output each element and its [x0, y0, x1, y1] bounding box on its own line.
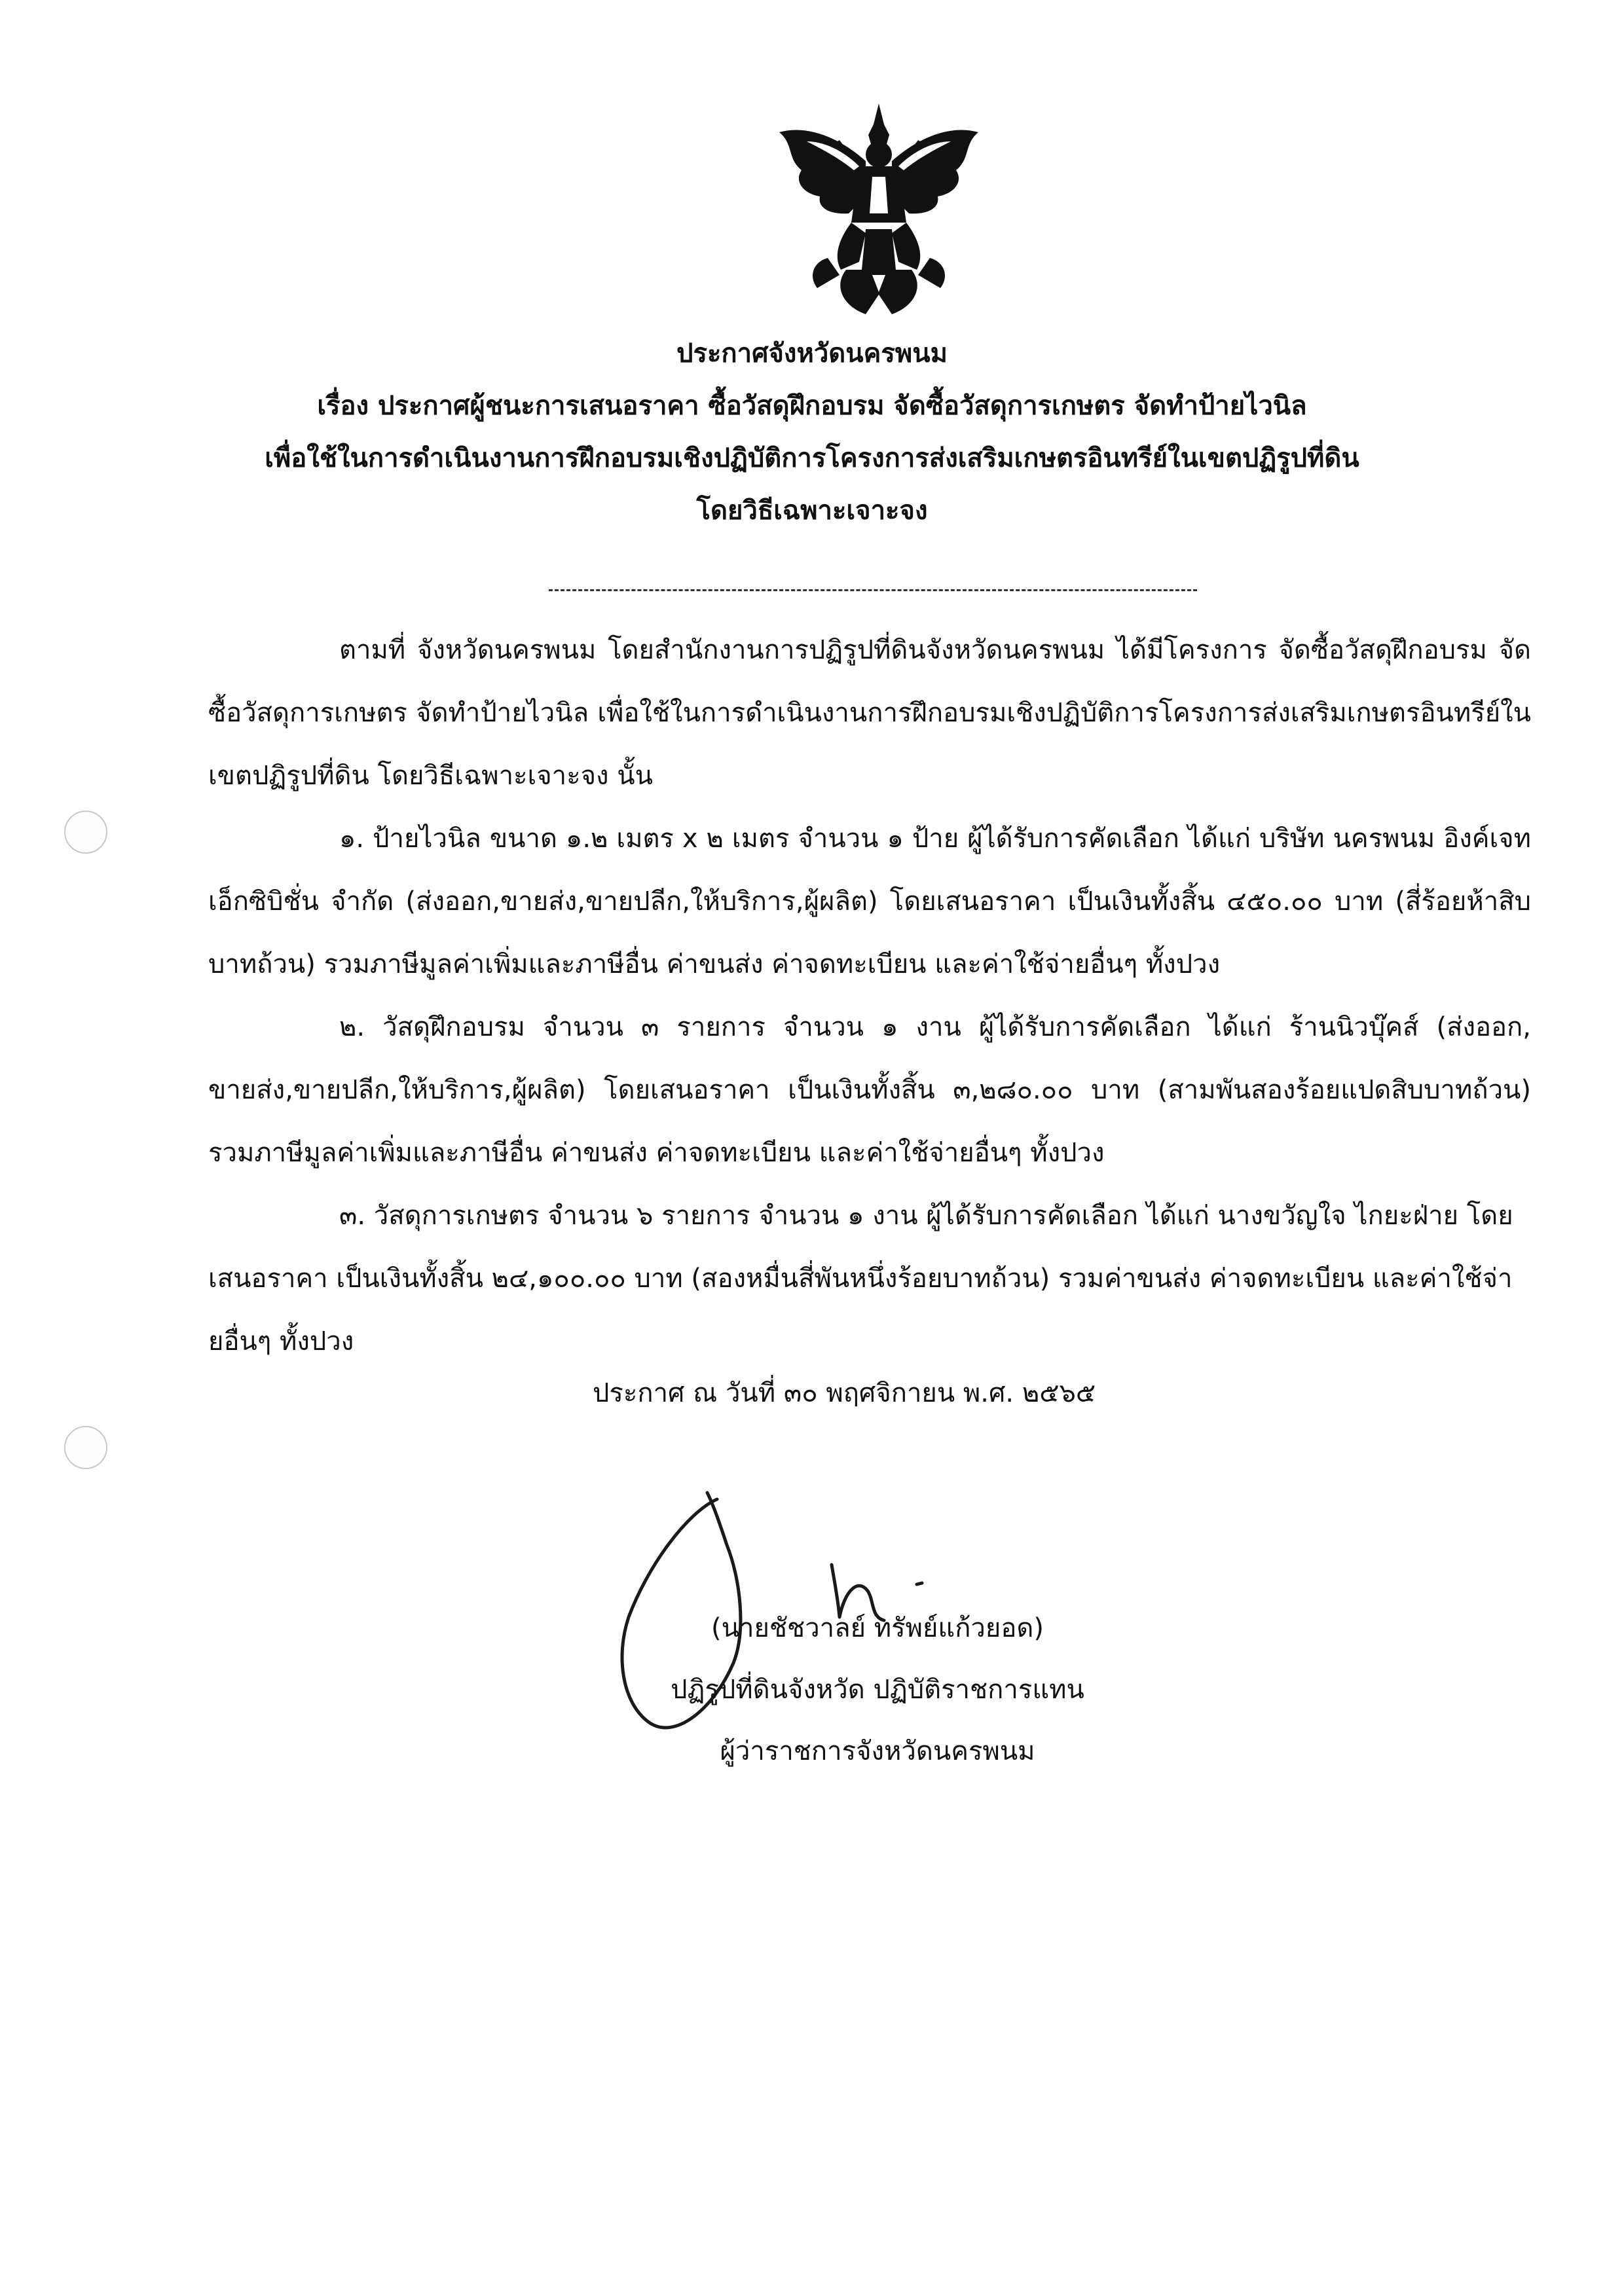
signatory-position: ปฏิรูปที่ดินจังหวัด ปฏิบัติราชการแทน	[671, 1675, 1084, 1705]
announcement-body	[208, 619, 1531, 1373]
announcement-title	[131, 327, 1493, 537]
punch-hole	[64, 1426, 107, 1469]
announcement-date: ประกาศ ณ วันที่ ๓๐ พฤศจิกายน พ.ศ. ๒๕๖๕	[593, 1378, 1096, 1408]
purpose-line: เพื่อใช้ในการดำเนินงานการฝึกอบรมเชิงปฏิบัติการโครงการส่งเสริมเกษตรอินทรีย์ในเขตปฏิรูปที่ดิน	[265, 443, 1359, 473]
method-line: โดยวิธีเฉพาะเจาะจง	[696, 496, 928, 526]
punch-hole	[64, 811, 107, 854]
signatory-name: (นายชัชวาลย์ ทรัพย์แก้วยอด)	[711, 1613, 1044, 1643]
item-paragraph: ๑. ป้ายไวนิล ขนาด ๑.๒ เมตร x ๒ เมตร จำนวน ๑ ป้าย ผู้ได้รับการคัดเลือก ได้แก่ บริษัท นครพนม อิงค์เจท เอ็กซิบิชั่น จำกัด (ส่งออก,ขายส่ง,ขายปลีก,ให้บริการ,ผู้ผลิต) โดยเสนอราคา เป็นเงินทั้งสิ้น ๔๕๐.๐๐ บาท (สี่ร้อยห้าสิบบาทถ้วน) รวมภาษีมูลค่าเพิ่มและภาษีอื่น ค่าขนส่ง ค่าจดทะเบียน และค่าใช้จ่ายอื่นๆ ทั้งปวง	[208, 824, 1531, 979]
subject-line: เรื่อง ประกาศผู้ชนะการเสนอราคา ซื้อวัสดุฝึกอบรม จัดซื้อวัสดุการเกษตร จัดทำป้ายไวนิล	[317, 391, 1307, 421]
intro-paragraph: ตามที่ จังหวัดนครพนม โดยสำนักงานการปฏิรูปที่ดินจังหวัดนครพนม ได้มีโครงการ จัดซื้อวัสดุฝึกอบรม จัดซื้อวัสดุการเกษตร จัดทำป้ายไวนิล เพื่อใช้ในการดำเนินงานการฝึกอบรมเชิงปฏิบัติการโครงการส่งเสริมเกษตรอินทรีย์ในเขตปฏิรูปที่ดิน โดยวิธีเฉพาะเจาะจง นั้น	[208, 635, 1531, 791]
garuda-emblem-icon	[767, 98, 990, 321]
signatory-on-behalf: ผู้ว่าราชการจังหวัดนครพนม	[720, 1736, 1035, 1766]
signature-block	[629, 1597, 1126, 1782]
item-paragraph: ๒. วัสดุฝึกอบรม จำนวน ๓ รายการ จำนวน ๑ งาน ผู้ได้รับการคัดเลือก ได้แก่ ร้านนิวบุ๊คส์ (ส่งออก, ขายส่ง,ขายปลีก,ให้บริการ,ผู้ผลิต) โดยเสนอราคา เป็นเงินทั้งสิ้น ๓,๒๘๐.๐๐ บาท (สามพันสองร้อยแปดสิบบาทถ้วน) รวมภาษีมูลค่าเพิ่มและภาษีอื่น ค่าขนส่ง ค่าจดทะเบียน และค่าใช้จ่ายอื่นๆ ทั้งปวง	[208, 1012, 1531, 1168]
dashed-divider	[549, 589, 1197, 591]
agency-title: ประกาศจังหวัดนครพนม	[676, 338, 948, 369]
item-paragraph: ๓. วัสดุการเกษตร จำนวน ๖ รายการ จำนวน ๑ งาน ผู้ได้รับการคัดเลือก ได้แก่ นางขวัญใจ ไกยะฝ่าย โดยเสนอราคา เป็นเงินทั้งสิ้น ๒๔,๑๐๐.๐๐ บาท (สองหมื่นสี่พันหนึ่งร้อยบาทถ้วน) รวมค่าขนส่ง ค่าจดทะเบียน และค่าใช้จ่ายอื่นๆ ทั้งปวง	[208, 1201, 1513, 1357]
